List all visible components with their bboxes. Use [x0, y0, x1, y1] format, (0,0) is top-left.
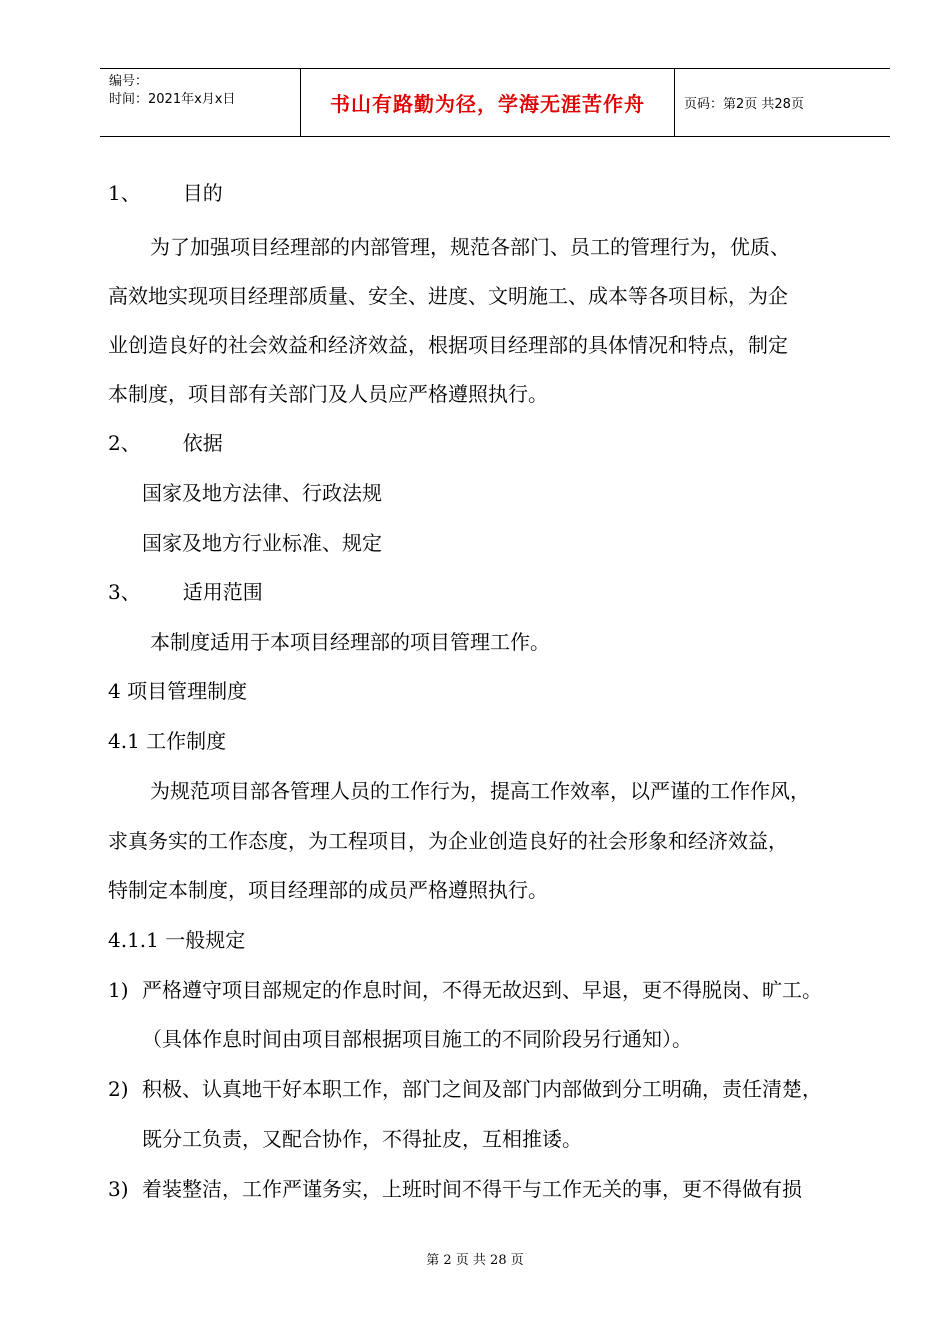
document-number-label: 编号： — [109, 74, 149, 89]
paragraph-line: 高效地实现项目经理部质量、安全、进度、文明施工、成本等各项目标，为企 — [108, 284, 788, 308]
numbered-item — [108, 1077, 822, 1101]
numbered-item — [108, 1177, 802, 1201]
section-2-heading — [108, 431, 223, 455]
item-number: 1) — [108, 978, 129, 1002]
paragraph-line: 为了加强项目经理部的内部管理，规范各部门、员工的管理行为，优质、 — [150, 235, 790, 259]
paragraph-line: 业创造良好的社会效益和经济效益，根据项目经理部的具体情况和特点，制定 — [108, 333, 788, 357]
header-meta — [100, 69, 301, 136]
section-number: 1、 — [108, 181, 141, 205]
section-4-heading: 4 项目管理制度 — [108, 679, 248, 703]
paragraph-line: 本制度适用于本项目经理部的项目管理工作。 — [150, 630, 550, 654]
paragraph-line: 特制定本制度，项目经理部的成员严格遵照执行。 — [108, 878, 548, 902]
section-title: 目的 — [182, 181, 223, 205]
item-number: 2) — [108, 1077, 129, 1101]
paragraph-line: 本制度，项目部有关部门及人员应严格遵照执行。 — [108, 382, 548, 406]
header-motto: 书山有路勤为径，学海无涯苦作舟 — [301, 69, 675, 136]
section-number: 2、 — [108, 431, 141, 455]
numbered-item — [108, 978, 822, 1002]
paragraph-line: 为规范项目部各管理人员的工作行为，提高工作效率，以严谨的工作作风， — [150, 779, 810, 803]
subsection-heading: 4.1 工作制度 — [108, 729, 227, 753]
item-text: 着装整洁，工作严谨务实，上班时间不得干与工作无关的事，更不得做有损 — [142, 1177, 802, 1201]
section-title: 依据 — [182, 431, 223, 455]
document-time: 时间：2021年x月x日 — [109, 92, 236, 107]
section-title: 适用范围 — [182, 580, 263, 604]
page-footer: 第 2 页 共 28 页 — [426, 1253, 524, 1268]
header-page-info: 页码：第2页 共28页 — [684, 97, 804, 112]
paragraph-line: 求真务实的工作态度，为工程项目，为企业创造良好的社会形象和经济效益， — [108, 829, 788, 853]
list-item: 国家及地方行业标准、规定 — [142, 531, 382, 555]
item-number: 3) — [108, 1177, 129, 1201]
section-number: 3、 — [108, 580, 141, 604]
item-text: 严格遵守项目部规定的作息时间，不得无故迟到、早退，更不得脱岗、旷工。 — [142, 978, 822, 1002]
subsection-heading: 4.1.1 一般规定 — [108, 928, 246, 952]
section-3-heading — [108, 580, 263, 604]
page-header — [100, 68, 890, 137]
item-text: 积极、认真地干好本职工作，部门之间及部门内部做到分工明确，责任清楚， — [142, 1077, 822, 1101]
list-item: 国家及地方法律、行政法规 — [142, 481, 382, 505]
item-continuation: 既分工负责，又配合协作，不得扯皮，互相推诿。 — [142, 1127, 582, 1151]
section-1-heading — [108, 181, 223, 205]
item-continuation: （具体作息时间由项目部根据项目施工的不同阶段另行通知）。 — [142, 1027, 692, 1051]
